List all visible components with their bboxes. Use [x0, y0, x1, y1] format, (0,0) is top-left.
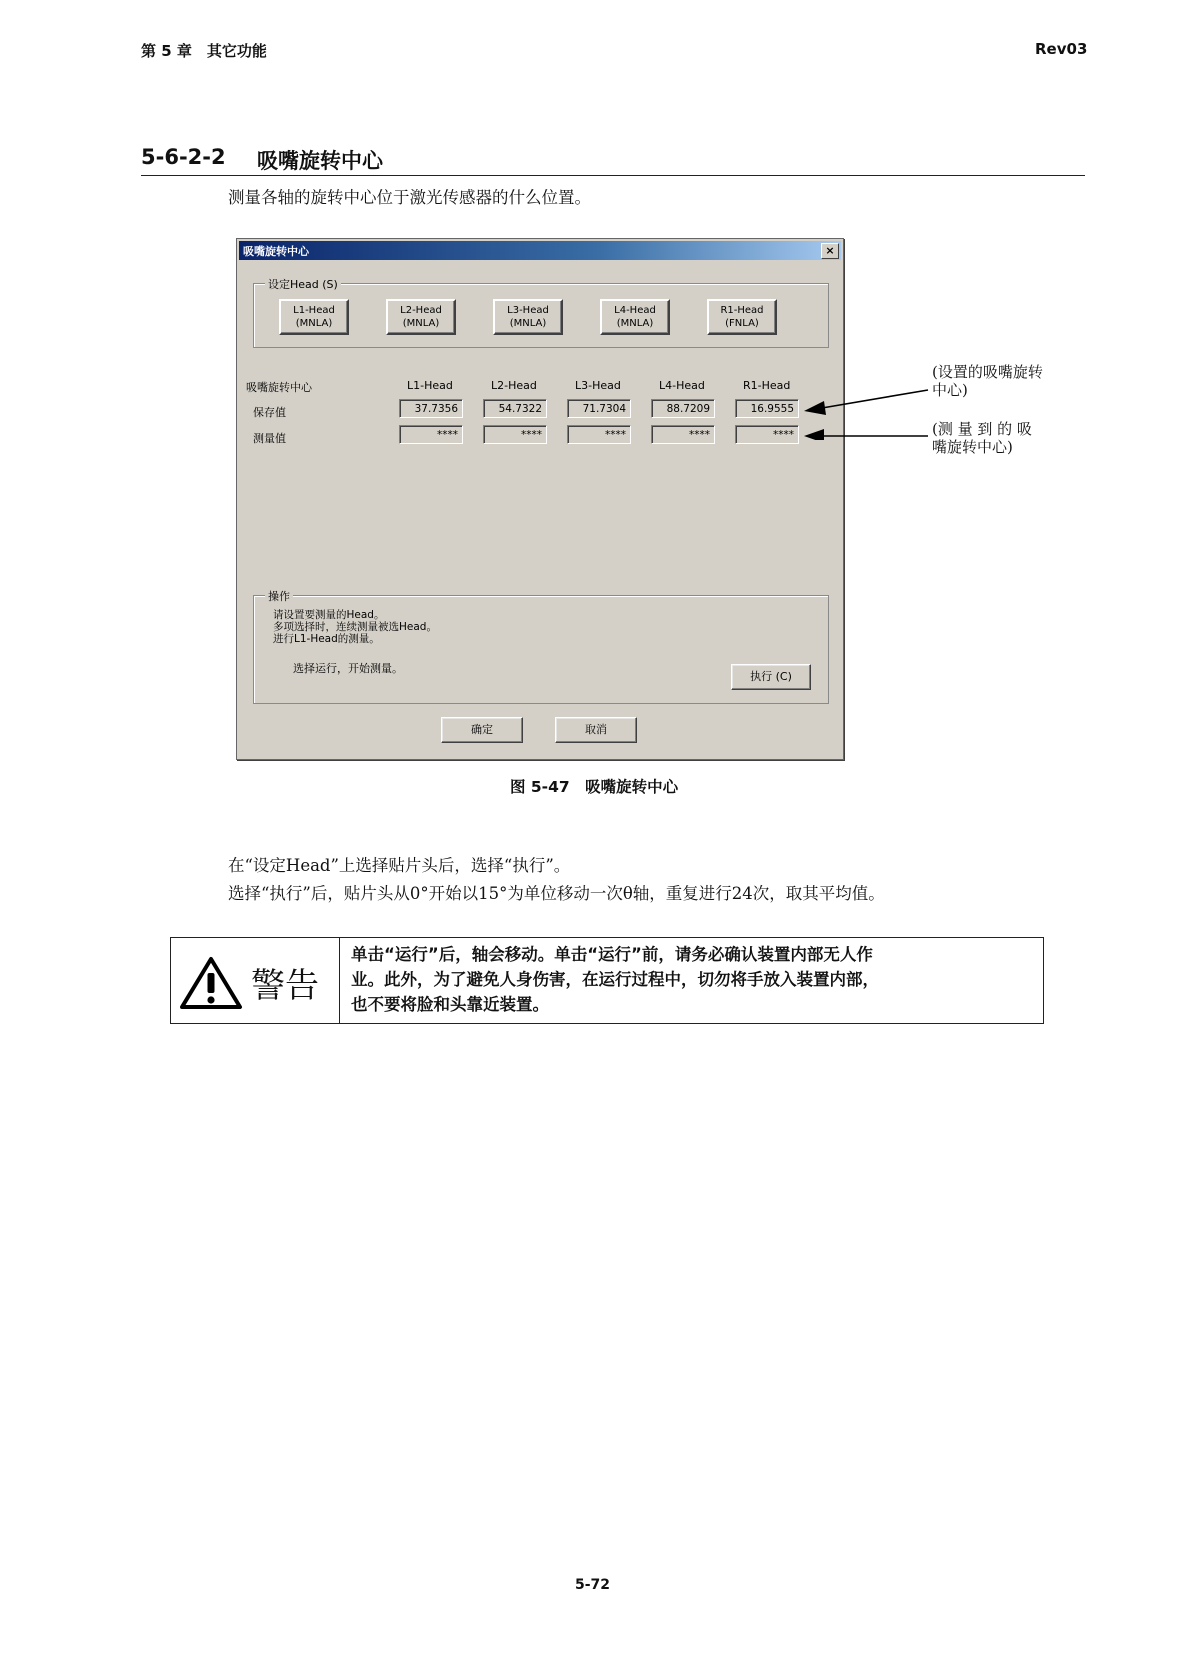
saved-value-l2: 54.7322 [483, 399, 547, 418]
measured-value-label: 测量值 [253, 432, 286, 445]
measured-value-l3: **** [567, 425, 631, 444]
page-number: 5-72 [575, 1577, 611, 1593]
warning-label-cell [171, 938, 340, 1023]
head-button-l4[interactable] [600, 299, 670, 335]
head-button-name: L4-Head [614, 305, 656, 316]
set-head-group-label: 设定Head (S) [265, 276, 341, 292]
saved-value-l1: 37.7356 [399, 399, 463, 418]
figure-caption: 图 5-47 吸嘴旋转中心 [510, 778, 679, 796]
head-button-type: (FNLA) [725, 318, 759, 329]
measured-arrow-head [804, 429, 824, 440]
dialog-title: 吸嘴旋转中心 [243, 245, 309, 258]
section-number: 5-6-2-2 [141, 145, 226, 169]
instruction-line: 多项选择时，连续测量被选Head。 [273, 621, 437, 633]
saved-value-r1: 16.9555 [735, 399, 799, 418]
revision-label: Rev03 [1035, 40, 1088, 58]
column-header-l2: L2-Head [491, 379, 537, 392]
execute-button[interactable]: 执行 (C) [731, 664, 811, 690]
head-button-type: (MNLA) [402, 318, 440, 329]
ok-button[interactable]: 确定 [441, 717, 523, 743]
instruction-line: 进行L1-Head的测量。 [273, 633, 380, 645]
saved-value-label: 保存值 [253, 406, 286, 419]
head-button-l3[interactable] [493, 299, 563, 335]
start-hint: 选择运行，开始测量。 [293, 662, 403, 675]
nozzle-rotation-center-dialog [236, 238, 844, 760]
head-button-type: (MNLA) [509, 318, 547, 329]
operation-group-label: 操作 [265, 588, 293, 604]
section-rule [141, 175, 1085, 176]
head-button-type: (MNLA) [295, 318, 333, 329]
head-button-name: L2-Head [400, 305, 442, 316]
head-button-type: (MNLA) [616, 318, 654, 329]
head-button-l2[interactable] [386, 299, 456, 335]
chapter-header: 第 5 章 其它功能 [141, 42, 267, 60]
annotation-arrows [800, 370, 930, 440]
saved-value-l4: 88.7209 [651, 399, 715, 418]
cancel-button[interactable]: 取消 [555, 717, 637, 743]
paragraph-2: 选择“执行”后，贴片头从0°开始以15°为单位移动一次θ轴，重复进行24次，取其平均值。 [228, 884, 885, 903]
column-header-r1: R1-Head [743, 379, 791, 392]
saved-arrow-head [804, 401, 826, 415]
head-button-name: L1-Head [293, 305, 335, 316]
instruction-line: 请设置要测量的Head。 [273, 609, 385, 621]
warning-box [170, 937, 1044, 1024]
saved-arrow-line [822, 390, 928, 408]
dialog-titlebar [239, 241, 841, 260]
head-button-name: L3-Head [507, 305, 549, 316]
saved-value-l3: 71.7304 [567, 399, 631, 418]
annotation-line: 嘴旋转中心) [932, 438, 1013, 456]
warning-text [351, 942, 1035, 1017]
section-title: 吸嘴旋转中心 [257, 149, 383, 173]
warning-line: 业。此外，为了避免人身伤害，在运行过程中，切勿将手放入装置内部， [351, 970, 879, 989]
measured-annotation [932, 420, 1032, 456]
annotation-line: 中心) [932, 381, 968, 399]
head-button-name: R1-Head [720, 305, 764, 316]
close-button[interactable]: × [821, 243, 839, 259]
warning-line: 单击“运行”后，轴会移动。单击“运行”前，请务必确认装置内部无人作 [351, 945, 873, 964]
measured-value-l4: **** [651, 425, 715, 444]
measured-value-l2: **** [483, 425, 547, 444]
table-row-header: 吸嘴旋转中心 [246, 381, 312, 394]
annotation-line: (测 量 到 的 吸 [932, 420, 1032, 438]
column-header-l4: L4-Head [659, 379, 705, 392]
warning-triangle-icon [179, 956, 243, 1010]
saved-annotation [932, 363, 1043, 399]
annotation-line: (设置的吸嘴旋转 [932, 363, 1043, 381]
warning-label: 警告 [251, 966, 319, 1006]
operation-instructions [273, 609, 437, 645]
column-header-l3: L3-Head [575, 379, 621, 392]
paragraph-1: 在“设定Head”上选择贴片头后，选择“执行”。 [228, 856, 571, 875]
head-button-l1[interactable] [279, 299, 349, 335]
head-button-r1[interactable] [707, 299, 777, 335]
column-header-l1: L1-Head [407, 379, 453, 392]
measured-value-r1: **** [735, 425, 799, 444]
warning-line: 也不要将脸和头靠近装置。 [351, 995, 549, 1014]
measured-value-l1: **** [399, 425, 463, 444]
section-intro: 测量各轴的旋转中心位于激光传感器的什么位置。 [228, 188, 591, 207]
